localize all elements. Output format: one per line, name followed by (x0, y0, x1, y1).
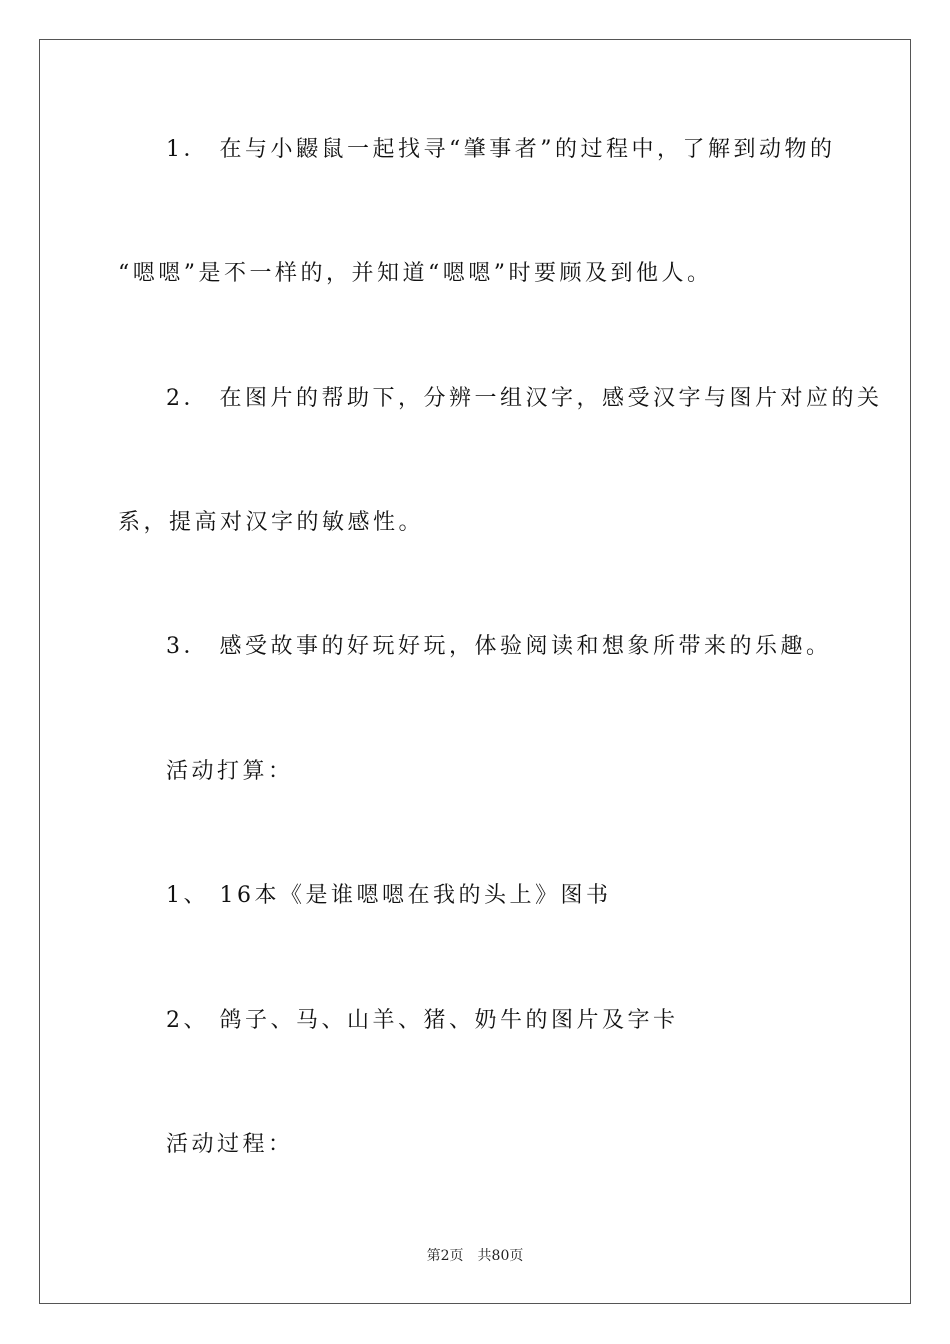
section-heading-process: 活动过程： (166, 1132, 294, 1157)
goal-2-line-1: 2． 在图片的帮助下，分辨一组汉字，感受汉字与图片对应的关 (166, 386, 883, 411)
goal-2-line-2: 系，提高对汉字的敏感性。 (118, 510, 425, 535)
page-total: 共80页 (477, 1248, 524, 1264)
preparation-item-1: 1、 16本《是谁嗯嗯在我的头上》图书 (166, 883, 612, 908)
preparation-item-2: 2、 鸽子、马、山羊、猪、奶牛的图片及字卡 (166, 1008, 679, 1033)
page-number: 第2页 (426, 1248, 464, 1264)
goal-1-line-2: “嗯嗯”是不一样的，并知道“嗯嗯”时要顾及到他人。 (118, 261, 713, 286)
section-heading-preparation: 活动打算： (166, 759, 294, 784)
goal-3: 3． 感受故事的好玩好玩，体验阅读和想象所带来的乐趣。 (166, 634, 832, 659)
page-footer (0, 1247, 950, 1265)
goal-1-line-1: 1． 在与小鼹鼠一起找寻“肇事者”的过程中，了解到动物的 (166, 137, 836, 162)
page-border (39, 39, 911, 1304)
